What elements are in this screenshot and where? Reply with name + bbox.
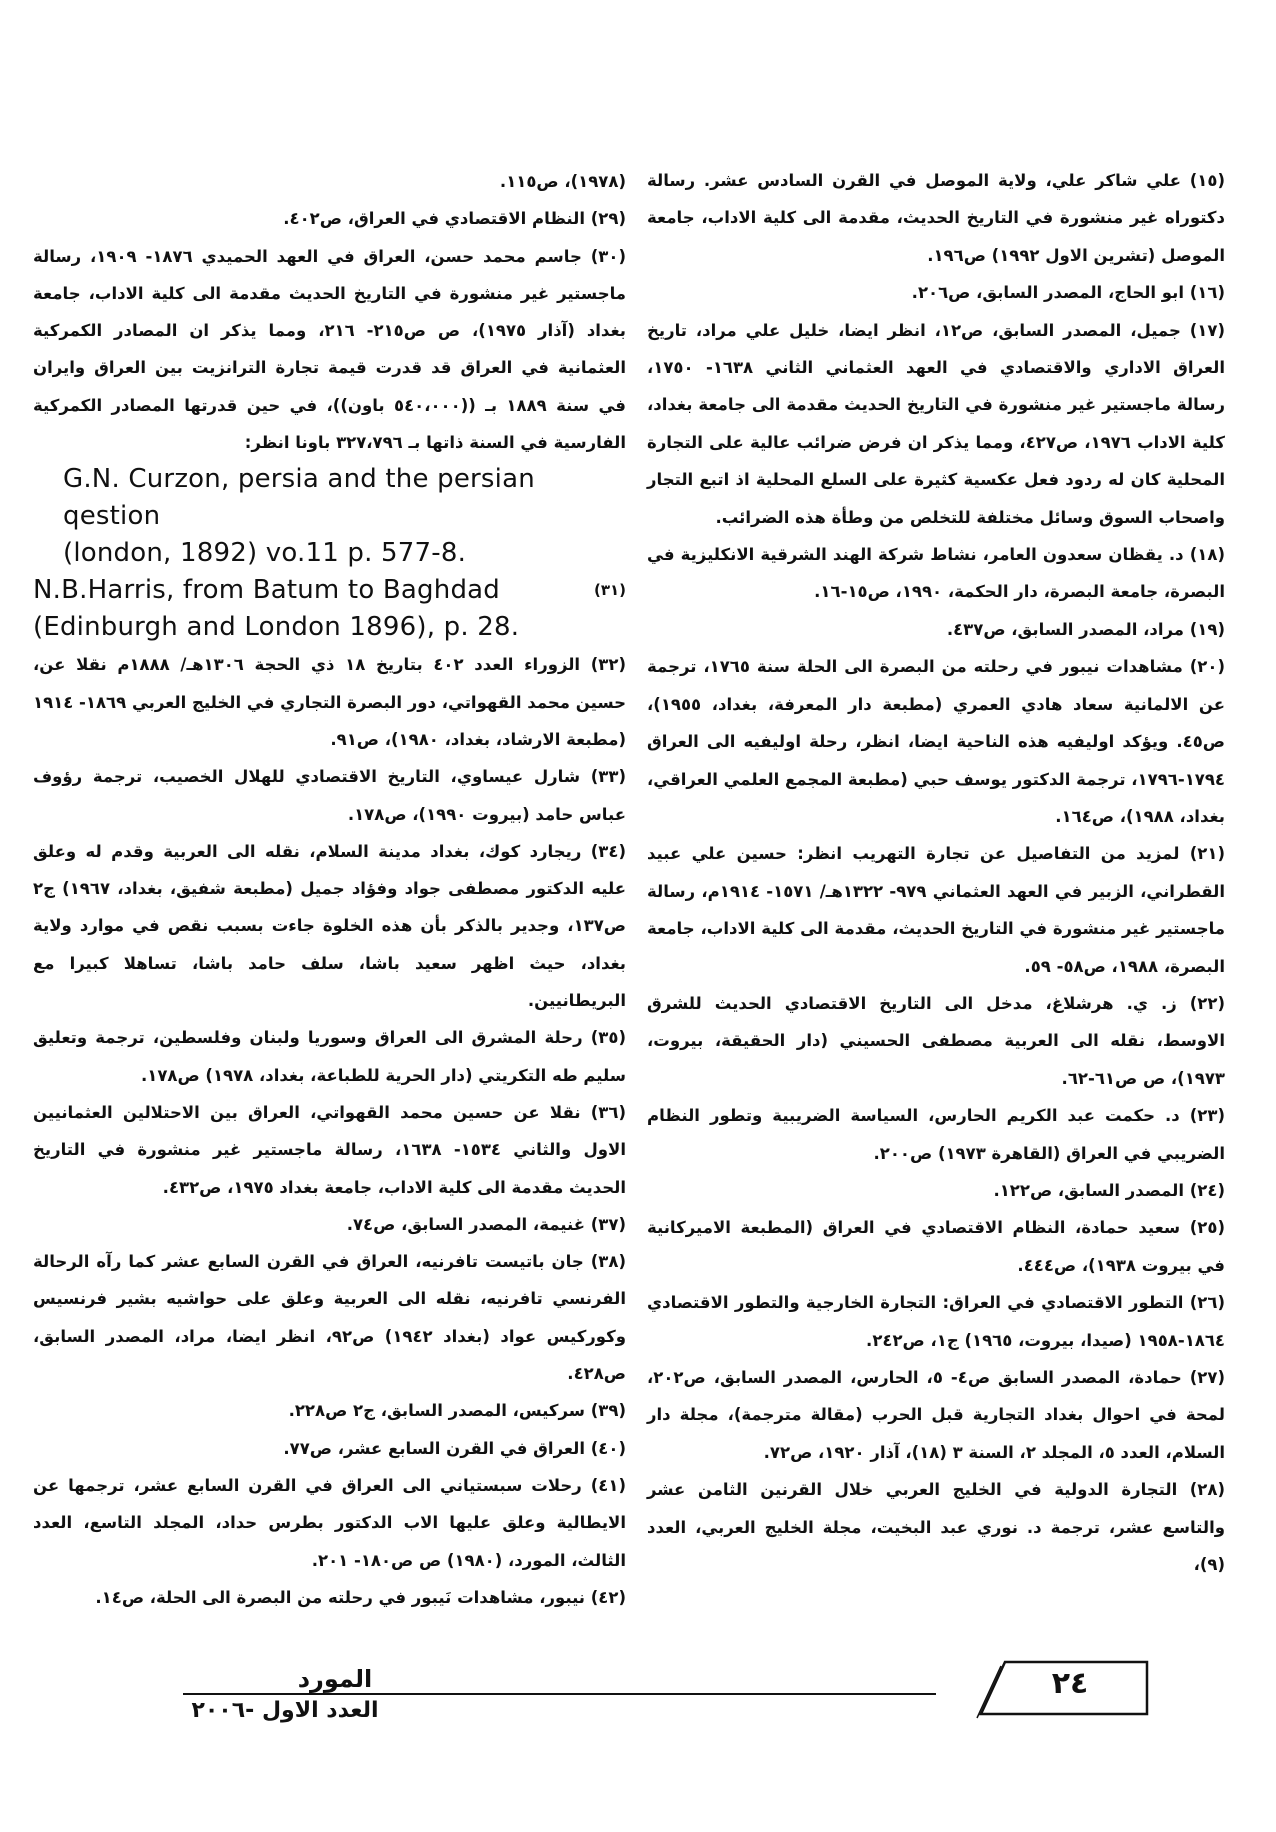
latin-reference-line: (Edinburgh and London 1896), p. 28. [33, 612, 520, 643]
footnote-30: (٣٠) جاسم محمد حسن، العراق في العهد الحميدي ١٨٧٦- ١٩٠٩، رسالة ماجستير غير منشورة في التاريخ الحديث مقدمة الى كلية الاداب، جامعة بغداد (آذار ١٩٧٥)، ص ص٢١٥- ٢١٦، ومما يذكر ان المصادر الكمركية العثمانية في العراق قد قدرت قيمة تجارة الترانزيت بين العراق وايران في سنة ١٨٨٩ بـ ((٥٤٠،٠٠٠ باون))، في حين قدرتها المصادر الكمركية الفارسية في السنة ذاتها بـ ٣٢٧،٧٩٦ باونا انظر: [33, 246, 626, 453]
footnote-26: (٢٦) التطور الاقتصادي في العراق: التجارة الخارجية والتطور الاقتصادي ١٨٦٤-١٩٥٨ (صيدا، بيروت، ١٩٦٥) ج١، ص٢٤٢. [647, 1293, 1225, 1350]
latin-reference-line: G.N. Curzon, persia and the persian qestion [63, 464, 535, 532]
footnote-36: (٣٦) نقلا عن حسين محمد القهواتي، العراق بين الاحتلالين العثمانيين الاول والثاني ١٥٣٤- ١٦٣٨، رسالة ماجستير غير منشورة في التاريخ الحديث مقدمة الى كلية الاداب، جامعة بغداد ١٩٧٥، ص٤٣٢. [33, 1102, 626, 1197]
magazine-name: المورد [297, 1665, 373, 1693]
footnote-16: (١٦) ابو الحاج، المصدر السابق، ص٢٠٦. [911, 283, 1225, 303]
footnote-25: (٢٥) سعيد حمادة، النظام الاقتصادي في العراق (المطبعة الاميركانية في بيروت ١٩٣٨)، ص٤٤٤. [647, 1218, 1225, 1275]
footnote-37: (٣٧) غنيمة، المصدر السابق، ص٧٤. [346, 1214, 626, 1234]
footnote-22: (٢٢) ز. ي. هرشلاغ، مدخل الى التاريخ الاقتصادي الحديث للشرق الاوسط، نقله الى العربية مصطفى الحسيني (دار الحقيقة، بيروت، ١٩٧٣)، ص ص٦١-٦٢. [647, 993, 1225, 1088]
latin-reference-line [33, 572, 626, 609]
footnote-39: (٣٩) سركيس، المصدر السابق، ج٢ ص٢٢٨. [288, 1401, 626, 1421]
issue-label: العدد الاول -٢٠٠٦ [191, 1698, 379, 1723]
footnote-41: (٤١) رحلات سبستياني الى العراق في القرن السابع عشر، ترجمها عن الايطالية وعلق عليها الاب الدكتور بطرس حداد، المجلد التاسع، العدد الثالث، المورد، (١٩٨٠) ص ص١٨٠- ٢٠١. [33, 1475, 626, 1570]
footnote-38: (٣٨) جان باتيست تافرنيه، العراق في القرن السابع عشر كما رآه الرحالة الفرنسي تافرنيه، نقله الى العربية وعلق على حواشيه بشير فرنسيس وكوركيس عواد (بغداد ١٩٤٢) ص٩٢، انظر ايضا، مراد، المصدر السابق، ص٤٢٨. [33, 1252, 626, 1384]
footnotes-right-column [647, 162, 1225, 1583]
footnote-34: (٣٤) ريجارد كوك، بغداد مدينة السلام، نقله الى العربية وقدم له وعلق عليه الدكتور مصطفى جواد وفؤاد جميل (مطبعة شفيق، بغداد، ١٩٦٧) ج٢ ص١٣٧، وجدير بالذكر بأن هذه الخلوة جاءت بسبب نقص في موارد ولاية بغداد، حيث اظهر سعيد باشا، سلف حامد باشا، تساهلا كبيرا مع البريطانيين. [33, 841, 626, 1011]
footnote-18: (١٨) د. يقظان سعدون العامر، نشاط شركة الهند الشرقية الانكليزية في البصرة، جامعة البصرة، دار الحكمة، ١٩٩٠، ص١٥-١٦. [647, 545, 1225, 602]
footnote-33: (٣٣) شارل عيساوي، التاريخ الاقتصادي للهلال الخصيب، ترجمة رؤوف عباس حامد (بيروت ١٩٩٠)، ص١٧٨. [33, 767, 626, 824]
footnote-40: (٤٠) العراق في القرن السابع عشر، ص٧٧. [283, 1438, 626, 1458]
footnotes-left-column [33, 163, 626, 1616]
footnote-17: (١٧) جميل، المصدر السابق، ص١٢، انظر ايضا، خليل علي مراد، تاريخ العراق الاداري والاقتصادي في العهد العثماني الثاني ١٦٣٨- ١٧٥٠، رسالة ماجستير غير منشورة في التاريخ الحديث مقدمة الى جامعة بغداد، كلية الاداب ١٩٧٦، ص٤٢٧، ومما يذكر ان فرض ضرائب عالية على التجارة المحلية كان له ردود فعل عكسية كثيرة على السلع المحلية اذ اتبع التجار واصحاب السوق وسائل مختلفة للتخلص من وطأة هذه الضرائب. [647, 320, 1225, 527]
footnote-32: (٣٢) الزوراء العدد ٤٠٢ بتاريخ ١٨ ذي الحجة ١٣٠٦هـ/ ١٨٨٨م نقلا عن، حسين محمد القهواتي، دور البصرة التجاري في الخليج العربي ١٨٦٩- ١٩١٤ (مطبعة الارشاد، بغداد، ١٩٨٠)، ص٩١. [33, 655, 627, 749]
footnote-28: (٢٨) التجارة الدولية في الخليج العربي خلال القرنين الثامن عشر والتاسع عشر، ترجمة د. نوري عبد البخيت، مجلة الخليج العربي، العدد (٩)، [647, 1480, 1225, 1575]
footnote-15: (١٥) علي شاكر علي، ولاية الموصل في القرن السادس عشر. رسالة دكتوراه غير منشورة في التاريخ الحديث، مقدمة الى كلية الاداب، جامعة الموصل (تشرين الاول ١٩٩٢) ص١٩٦. [647, 171, 1225, 265]
footnote-20: (٢٠) مشاهدات نيبور في رحلته من البصرة الى الحلة سنة ١٧٦٥، ترجمة عن الالمانية سعاد هادي العمري (مطبعة دار المعرفة، بغداد، ١٩٥٥)، ص٤٥. ويؤكد اوليفيه هذه الناحية ايضا، انظر، رحلة اوليفيه الى العراق ١٧٩٤-١٧٩٦، ترجمة الدكتور يوسف حبي (مطبعة المجمع العلمي العراقي، بغداد، ١٩٨٨)، ص١٦٤. [647, 657, 1225, 826]
footnote-28-cont: (١٩٧٨)، ص١١٥. [499, 172, 626, 191]
footnote-21: (٢١) لمزيد من التفاصيل عن تجارة التهريب انظر: حسين علي عبيد القطراني، الزبير في العهد العثماني ٩٧٩- ١٣٢٢هـ/ ١٥٧١- ١٩١٤م، رسالة ماجستير غير منشورة في التاريخ الحديث، مقدمة الى كلية الاداب، جامعة البصرة، ١٩٨٨، ص٥٨- ٥٩. [647, 844, 1226, 976]
footnote-42: (٤٢) نيبور، مشاهدات نَيبور في رحلته من البصرة الى الحلة، ص١٤. [95, 1587, 626, 1607]
footnote-31-marker: (٣١) [593, 581, 626, 600]
footnote-35: (٣٥) رحلة المشرق الى العراق وسوريا ولبنان وفلسطين، ترجمة وتعليق سليم طه التكريتي (دار الحرية للطباعة، بغداد، ١٩٧٨) ص١٧٨. [33, 1028, 626, 1085]
latin-reference-text: N.B.Harris, from Batum to Baghdad [33, 575, 500, 606]
footnote-23: (٢٣) د. حكمت عبد الكريم الحارس، السياسة الضريبية وتطور النظام الضريبي في العراق (القاهرة ١٩٧٣) ص٢٠٠. [647, 1106, 1225, 1163]
page-number: ٢٤ [1051, 1666, 1089, 1701]
footnote-29: (٢٩) النظام الاقتصادي في العراق، ص٤٠٢. [283, 209, 626, 229]
footnote-19: (١٩) مراد، المصدر السابق، ص٤٣٧. [946, 619, 1225, 639]
footnote-24: (٢٤) المصدر السابق، ص١٢٢. [993, 1180, 1225, 1200]
latin-reference-line: (london, 1892) vo.11 p. 577-8. [63, 538, 467, 569]
footnote-27: (٢٧) حمادة، المصدر السابق ص٤- ٥، الحارس، المصدر السابق، ص٢٠٢، لمحة في احوال بغداد التجارية قبل الحرب (مقالة مترجمة)، مجلة دار السلام، العدد ٥، المجلد ٢، السنة ٣ (١٨)، آذار ١٩٢٠، ص٧٢. [647, 1368, 1225, 1462]
